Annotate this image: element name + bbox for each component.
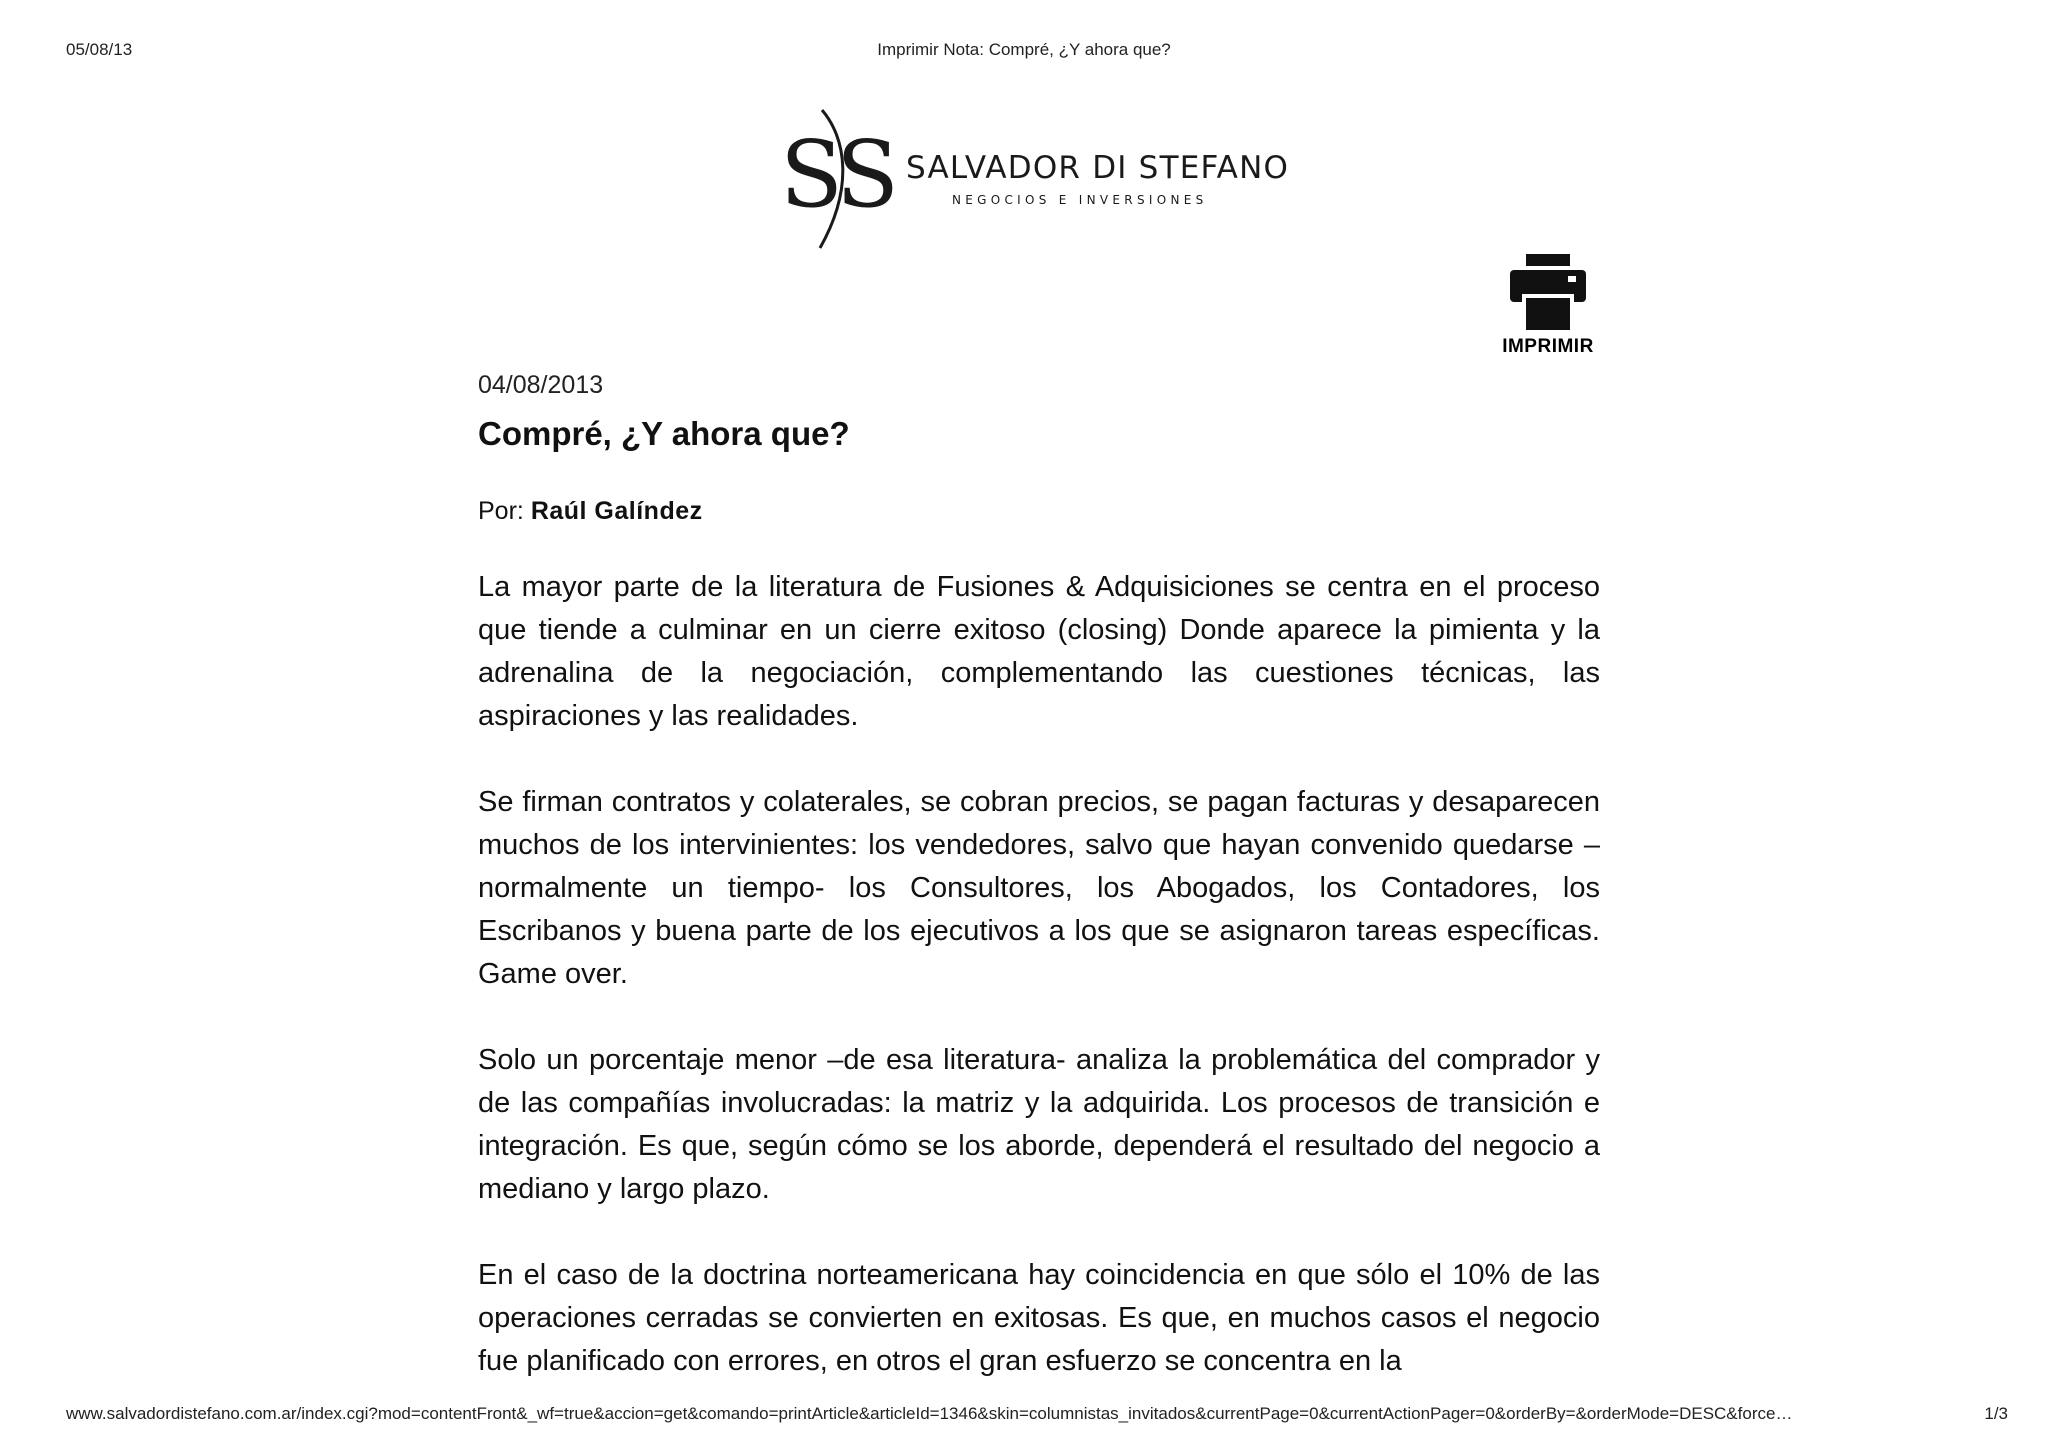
salvador-di-stefano-logo bbox=[780, 108, 1300, 256]
page-url: www.salvadordistefano.com.ar/index.cgi?mod=contentFront&_wf=true&accion=get&comando=printArticle&articleId=1346&skin=columnistas_invitados&currentPage=0&currentActionPager=0&orderBy=&orderMode=DESC&force… bbox=[66, 1404, 1793, 1423]
print-header bbox=[0, 40, 2048, 64]
print-date: 05/08/13 bbox=[66, 40, 133, 59]
print-page-title: Imprimir Nota: Compré, ¿Y ahora que? bbox=[877, 40, 1171, 59]
author-name: Raúl Galíndez bbox=[530, 497, 703, 525]
logo-tagline: NEGOCIOS E INVERSIONES bbox=[952, 193, 1208, 207]
logo-monogram-right: S bbox=[836, 121, 900, 228]
print-footer bbox=[66, 1404, 2016, 1428]
printer-icon bbox=[1508, 252, 1588, 332]
byline bbox=[478, 496, 1600, 526]
print-button-label: IMPRIMIR bbox=[1502, 336, 1594, 357]
article-date: 04/08/2013 bbox=[478, 371, 604, 399]
logo-brand-name: SALVADOR DI STEFANO bbox=[906, 150, 1290, 186]
byline-prefix: Por: bbox=[478, 497, 524, 525]
article-paragraph: Se firman contratos y colaterales, se cobran precios, se pagan facturas y desaparecen muchos de los intervinientes: los vendedores, salvo que hayan convenido quedarse –normalmente un tiempo- los Consultores, los Abogados, los Contadores, los Escribanos y buena parte de los ejecutivos a los que se asignaron tareas específicas. Game over. bbox=[478, 786, 1600, 990]
logo-monogram-left: S bbox=[780, 121, 844, 228]
article-paragraph: La mayor parte de la literatura de Fusiones & Adquisiciones se centra en el proceso que tiende a culminar en un cierre exitoso (closing) Donde aparece la pimienta y la adrenalina de la negociación, complementando las cuestiones técnicas, las aspiraciones y las realidades. bbox=[478, 571, 1600, 732]
article-paragraph: En el caso de la doctrina norteamericana hay coincidencia en que sólo el 10% de las operaciones cerradas se convierten en exitosas. Es que, en muchos casos el negocio fue planificado con errores, en otros el gran esfuerzo se concentra en la bbox=[478, 1259, 1600, 1377]
page-number: 1/3 bbox=[1984, 1404, 2008, 1423]
article-paragraph: Solo un porcentaje menor –de esa literatura- analiza la problemática del comprador y de las compañías involucradas: la matriz y la adquirida. Los procesos de transición e integración. Es que, según cómo se los aborde, dependerá el resultado del negocio a mediano y largo plazo. bbox=[478, 1044, 1600, 1205]
article-title: Compré, ¿Y ahora que? bbox=[478, 415, 850, 452]
print-button[interactable] bbox=[1488, 252, 1608, 362]
article bbox=[478, 370, 1600, 1426]
